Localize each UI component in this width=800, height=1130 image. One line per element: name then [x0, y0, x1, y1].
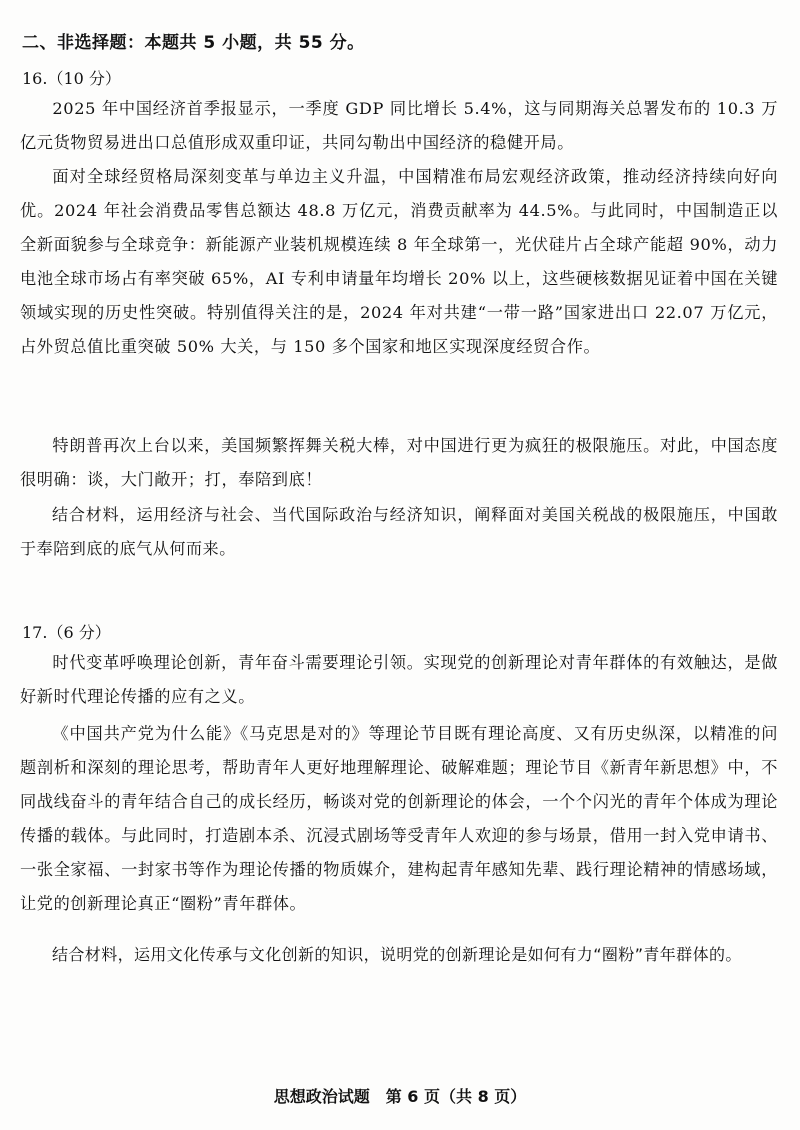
question-17-paragraph-2: 《中国共产党为什么能》《马克思是对的》等理论节目既有理论高度、又有历史纵深，以精准的问题剖析和深刻的理论思考，帮助青年人更好地理解理论、破解难题；理论节目《新青年新思想》中，不同战线奋斗的青年结合自己的成长经历，畅谈对党的创新理论的体会，一个个闪光的青年个体成为理论传播的载体。与此同时，打造剧本杀、沉浸式剧场等受青年人欢迎的参与场景，借用一封入党申请书、一张全家福、一封家书等作为理论传播的物质媒介，建构起青年感知先辈、践行理论精神的情感场域，让党的创新理论真正“圈粉”青年群体。 — [20, 724, 778, 913]
question-16-paragraph-2: 面对全球经贸格局深刻变革与单边主义升温，中国精准布局宏观经济政策，推动经济持续向好向优。2024 年社会消费品零售总额达 48.8 万亿元，消费贡献率为 44.5%。与此同时，中国制造正以全新面貌参与全球竞争：新能源产业装机规模连续 8 年全球第一，光伏硅片占全球产能超 90%，动力电池全球市场占有率突破 65%，AI 专利申请量年均增长 20% 以上，这些硬核数据见证着中国在关键领域实现的历史性突破。特别值得关注的是，2024 年对共建“一带一路”国家进出口 22.07 万亿元，占外贸总值比重突破 50% 大关，与 150 多个国家和地区实现深度经贸合作。 — [20, 167, 778, 356]
question-17-paragraph-1: 时代变革呼唤理论创新，青年奋斗需要理论引领。实现党的创新理论对青年群体的有效触达，是做好新时代理论传播的应有之义。 — [20, 653, 778, 706]
question-17-header: 17.（6 分） — [22, 623, 111, 642]
section-title: 二、非选择题：本题共 5 小题，共 55 分。 — [22, 33, 365, 53]
question-17-prompt: 结合材料，运用文化传承与文化创新的知识，说明党的创新理论是如何有力“圈粉”青年群体的。 — [52, 945, 742, 964]
page-footer: 思想政治试题 第 6 页（共 8 页） — [273, 1087, 527, 1106]
question-16-header: 16.（10 分） — [22, 69, 121, 88]
question-16-prompt: 结合材料，运用经济与社会、当代国际政治与经济知识，阐释面对美国关税战的极限施压，中国敢于奉陪到底的底气从何而来。 — [20, 505, 778, 558]
question-16-paragraph-1: 2025 年中国经济首季报显示，一季度 GDP 同比增长 5.4%，这与同期海关总署发布的 10.3 万亿元货物贸易进出口总值形成双重印证，共同勾勒出中国经济的稳健开局。 — [20, 99, 778, 152]
question-16-paragraph-3: 特朗普再次上台以来，美国频繁挥舞关税大棒，对中国进行更为疯狂的极限施压。对此，中国态度很明确：谈，大门敞开；打，奉陪到底！ — [20, 436, 778, 489]
